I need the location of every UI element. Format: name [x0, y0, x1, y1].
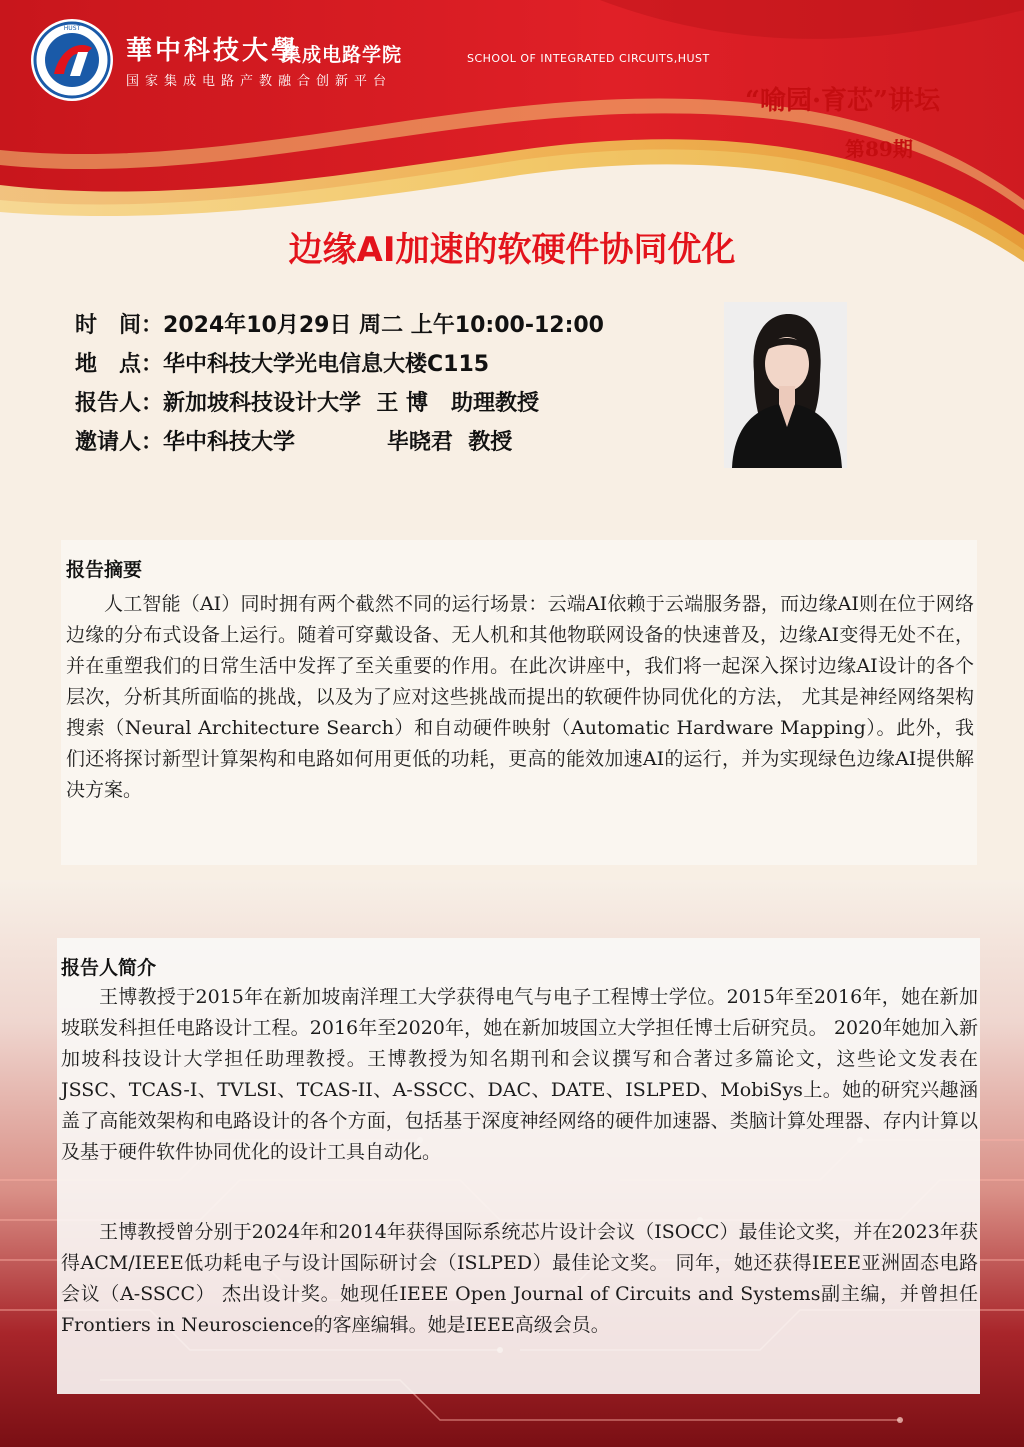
platform-name: 国家集成电路产教融合创新平台: [126, 74, 393, 89]
event-info: [75, 306, 604, 462]
bio-paragraph-1: 王博教授于2015年在新加坡南洋理工大学获得电气与电子工程博士学位。2015年至2016年，她在新加坡联发科担任电路设计工程。2016年至2020年，她在新加坡国立大学担任博士后研究员。 2020年她加入新加坡科技设计大学担任助理教授。王博教授为知名期刊和会议撰写和合著过多篇论文，这些论文发表在JSSC、TCAS-I、TVLSI、TCAS-II、A-SSCC、DAC、DATE、ISLPED、MobiSys上。她的研究兴趣涵盖了高能效架构和电路设计的各个方面，包括基于深度神经网络的硬件加速器、类脑计算处理器、存内计算以及基于硬件软件协同优化的设计工具自动化。: [61, 986, 978, 1163]
abstract-section: [61, 540, 977, 865]
school-name: 集成电路学院: [282, 44, 403, 66]
lecture-title: 边缘AI加速的软硬件协同优化: [288, 230, 736, 270]
bio-section: [57, 938, 980, 1394]
inviter-value: 华中科技大学 毕晓君 教授: [163, 430, 513, 455]
inviter-label: 邀请人：: [75, 430, 164, 455]
speaker-row: [75, 384, 604, 423]
place-row: [75, 345, 604, 384]
abstract-heading: 报告摘要: [66, 559, 143, 581]
issue-number: 第89期: [845, 137, 913, 161]
inviter-row: [75, 423, 604, 462]
university-logo: [30, 18, 114, 102]
speaker-photo: [724, 302, 847, 468]
time-value: 2024年10月29日 周二 上午10:00-12:00: [163, 313, 604, 338]
school-name-english: SCHOOL OF INTEGRATED CIRCUITS,HUST: [467, 52, 710, 65]
svg-text:HUST: HUST: [63, 25, 81, 32]
forum-name: “喻园·育芯”讲坛: [745, 86, 940, 116]
bio-heading: 报告人简介: [61, 957, 157, 979]
time-row: [75, 306, 604, 345]
university-name: 華中科技大學: [126, 36, 301, 66]
speaker-value: 新加坡科技设计大学 王 博 助理教授: [163, 391, 539, 416]
speaker-label: 报告人：: [75, 391, 164, 416]
bio-paragraph-2: 王博教授曾分别于2024年和2014年获得国际系统芯片设计会议（ISOCC）最佳论文奖，并在2023年获得ACM/IEEE低功耗电子与设计国际研讨会（ISLPED）最佳论文奖。 同年，她还获得IEEE亚洲固态电路会议（A-SSCC） 杰出设计奖。她现任IEEE Open Journal of Circuits and Systems副主编，并曾担任Frontiers in Neuroscience的客座编辑。她是IEEE高级会员。: [61, 1221, 978, 1336]
place-label: 地 点：: [75, 352, 164, 377]
time-label: 时 间：: [75, 313, 164, 338]
abstract-text: 人工智能（AI）同时拥有两个截然不同的运行场景：云端AI依赖于云端服务器，而边缘AI则在位于网络边缘的分布式设备上运行。随着可穿戴设备、无人机和其他物联网设备的快速普及，边缘AI变得无处不在，并在重塑我们的日常生活中发挥了至关重要的作用。在此次讲座中，我们将一起深入探讨边缘AI设计的各个层次，分析其所面临的挑战，以及为了应对这些挑战而提出的软硬件协同优化的方法， 尤其是神经网络架构搜索（Neural Architecture Search）和自动硬件映射（Automatic Hardware Mapping）。此外，我们还将探讨新型计算架构和电路如何用更低的功耗，更高的能效加速AI的运行，并为实现绿色边缘AI提供解决方案。: [66, 593, 974, 801]
place-value: 华中科技大学光电信息大楼C115: [163, 352, 490, 377]
